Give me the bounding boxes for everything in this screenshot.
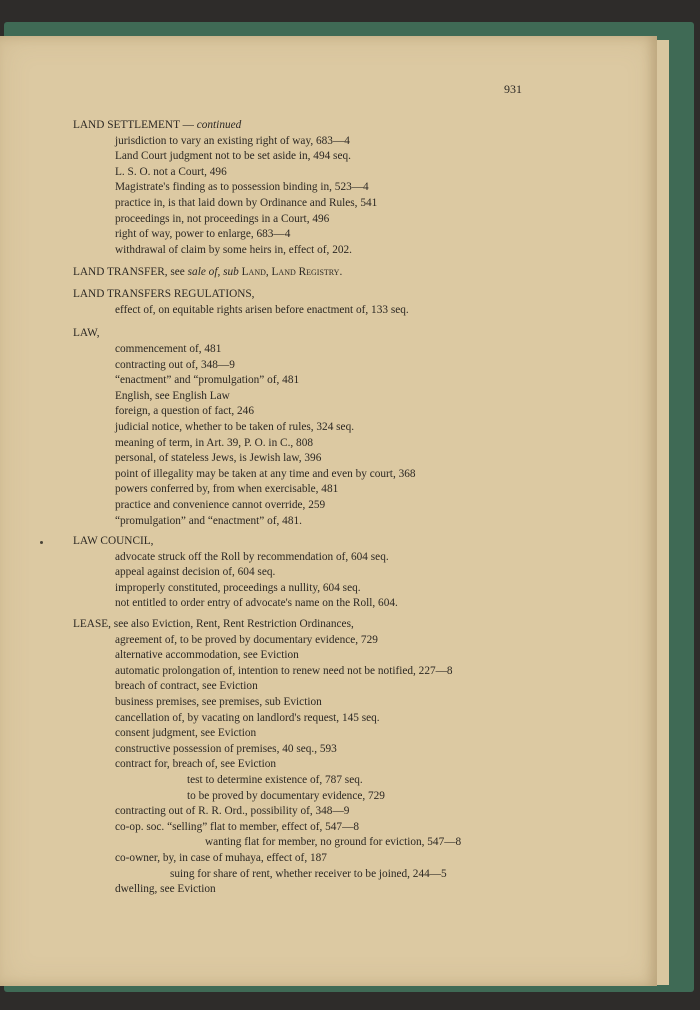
heading-italic: continued [196, 119, 242, 131]
subentry-line: judicial notice, whether to be taken of rules, 324 seq. [115, 421, 355, 433]
subentry-line: Magistrate's finding as to possession binding in, 523—4 [115, 181, 369, 194]
subentry-line: breach of contract, see Eviction [115, 680, 258, 693]
subentry-line: suing for share of rent, whether receiver to be joined, 244—5 [170, 867, 447, 880]
subentry-line: wanting flat for member, no ground for eviction, 547—8 [205, 836, 462, 849]
subentry-line: improperly constituted, proceedings a nullity, 604 seq. [115, 581, 361, 594]
heading-text: LAND SETTLEMENT — [73, 119, 197, 131]
entry-heading [73, 265, 342, 281]
subentry-line: alternative accommodation, see Eviction [115, 649, 299, 662]
heading-text: LAND TRANSFERS REGULATIONS, [73, 288, 255, 300]
subentry-line: advocate struck off the Roll by recommendation of, 604 seq. [115, 550, 389, 563]
subentry-line: jurisdiction to vary an existing right of way, 683—4 [115, 134, 350, 147]
subentry-line: cancellation of, by vacating on landlord's request, 145 seq. [115, 711, 380, 724]
subentry-line: dwelling, see Eviction [115, 883, 216, 896]
subentry-line: “promulgation” and “enactment” of, 481. [115, 514, 302, 527]
entry-heading [73, 287, 255, 303]
subentry-line: right of way, power to enlarge, 683—4 [115, 228, 291, 241]
paper-speck [40, 541, 43, 544]
subentry-line: effect of, on equitable rights arisen before enactment of, 133 seq. [115, 303, 409, 316]
subentry-line: appeal against decision of, 604 seq. [115, 566, 276, 579]
subentry-line: co-op. soc. “selling” flat to member, effect of, 547—8 [115, 820, 360, 833]
heading-text: LAW COUNCIL, [73, 535, 154, 547]
subentry-line: contracting out of R. R. Ord., possibility of, 348—9 [115, 805, 350, 818]
entry-heading [73, 534, 153, 550]
subentry-line: English, see English Law [115, 389, 230, 402]
subentry-line: contract for, breach of, see Eviction [115, 758, 277, 771]
subentry-line: “enactment” and “promulgation” of, 481 [115, 374, 300, 387]
subentry-line: contracting out of, 348—9 [115, 358, 235, 371]
subentry-line: to be proved by documentary evidence, 729 [187, 789, 385, 802]
page-edges [655, 40, 669, 985]
heading-text: LAW, [73, 327, 100, 339]
subentry-line: test to determine existence of, 787 seq. [187, 774, 363, 786]
subentry-line: personal, of stateless Jews, is Jewish law, 396 [115, 452, 322, 465]
heading-smallcaps: Land, Land Registry. [238, 266, 343, 278]
subentry-line: withdrawal of claim by some heirs in, effect of, 202. [115, 243, 352, 256]
subentry-line: proceedings in, not proceedings in a Court, 496 [115, 212, 330, 225]
subentry-line: automatic prolongation of, intention to renew need not be notified, 227—8 [115, 664, 453, 677]
subentry-line: co-owner, by, in case of muhaya, effect of, 187 [115, 852, 327, 864]
subentry-line: powers conferred by, from when exercisable, 481 [115, 483, 339, 496]
subentry-line: business premises, see premises, sub Eviction [115, 696, 322, 708]
heading-italic: sale of, sub [187, 266, 239, 278]
subentry-line: consent judgment, see Eviction [115, 727, 257, 740]
entry-heading [73, 118, 241, 134]
page-number: 931 [504, 82, 522, 96]
heading-text: LAND TRANSFER, see [73, 266, 188, 278]
subentry-line: constructive possession of premises, 40 seq., 593 [115, 742, 337, 755]
heading-text: LEASE, see also Eviction, Rent, Rent Restriction Ordinances, [73, 618, 354, 630]
subentry-line: practice in, is that laid down by Ordinance and Rules, 541 [115, 197, 378, 209]
subentry-line: practice and convenience cannot override, 259 [115, 499, 326, 511]
subentry-line: point of illegality may be taken at any time and even by court, 368 [115, 467, 416, 480]
subentry-line: foreign, a question of fact, 246 [115, 405, 254, 418]
entry-heading [73, 326, 100, 342]
entry-heading [73, 617, 354, 633]
subentry-line: Land Court judgment not to be set aside in, 494 seq. [115, 150, 351, 163]
subentry-line: L. S. O. not a Court, 496 [115, 165, 227, 178]
subentry-line: commencement of, 481 [115, 343, 222, 355]
subentry-line: meaning of term, in Art. 39, P. O. in C., 808 [115, 436, 313, 449]
subentry-line: not entitled to order entry of advocate's name on the Roll, 604. [115, 597, 398, 610]
subentry-line: agreement of, to be proved by documentary evidence, 729 [115, 633, 378, 646]
